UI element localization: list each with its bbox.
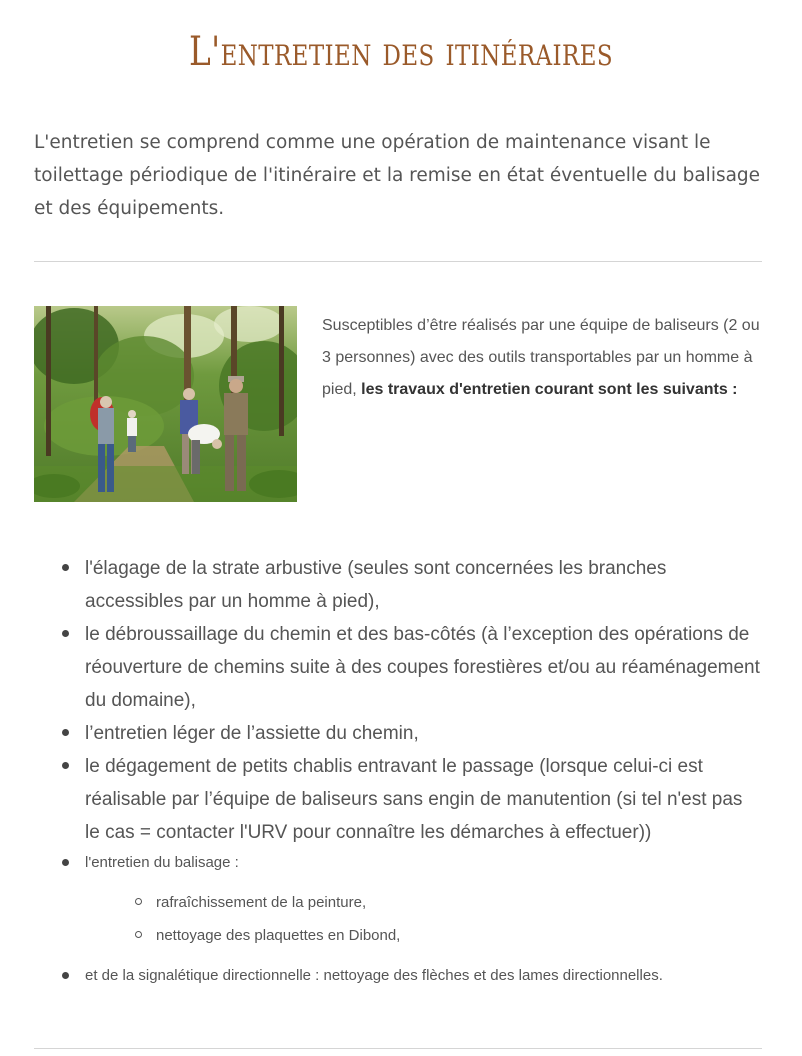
hikers-photo-icon	[34, 306, 297, 502]
works-intro	[322, 310, 762, 406]
list-item: l'élagage de la strate arbustive (seules sont concernées les branches accessibles par un homme à pied),	[62, 552, 762, 618]
list-item: l’entretien léger de l’assiette du chemin,	[62, 717, 762, 750]
page-title: L'entretien des itinéraires	[188, 29, 614, 75]
balisage-label: l'entretien du balisage :	[85, 854, 239, 871]
list-item: le dégagement de petits chablis entravant le passage (lorsque celui-ci est réalisable par l’équipe de baliseurs sans engin de manutention (si tel n'est pas le cas = contacter l'URV pour connaître les démarches à effectuer))	[62, 750, 762, 849]
list-item: le débroussaillage du chemin et des bas-côtés (à l’exception des opérations de réouverture de chemins suite à des coupes forestières et/ou au réaménagement du domaine),	[62, 618, 762, 717]
list-item-balisage	[62, 849, 762, 952]
hikers-photo	[34, 306, 297, 502]
divider-top	[34, 261, 762, 262]
sub-list-item: nettoyage des plaquettes en Dibond,	[135, 919, 762, 952]
intro-paragraph: L'entretien se comprend comme une opération de maintenance visant le toilettage périodique de l'itinéraire et la remise en état éventuelle du balisage et des équipements.	[34, 132, 761, 219]
balisage-sublist	[85, 886, 762, 952]
list-item-signaletique: et de la signalétique directionnelle : nettoyage des flèches et des lames directionnelles.	[62, 962, 762, 989]
works-list	[62, 552, 762, 989]
divider-bottom	[34, 1048, 762, 1049]
works-intro-regular: Susceptibles d’être réalisés par une équipe de baliseurs (2 ou 3 personnes) avec des outils transportables par un homme à pied,	[322, 317, 760, 398]
sub-list-item: rafraîchissement de la peinture,	[135, 886, 762, 919]
works-intro-bold: les travaux d'entretien courant sont les suivants :	[361, 381, 738, 398]
